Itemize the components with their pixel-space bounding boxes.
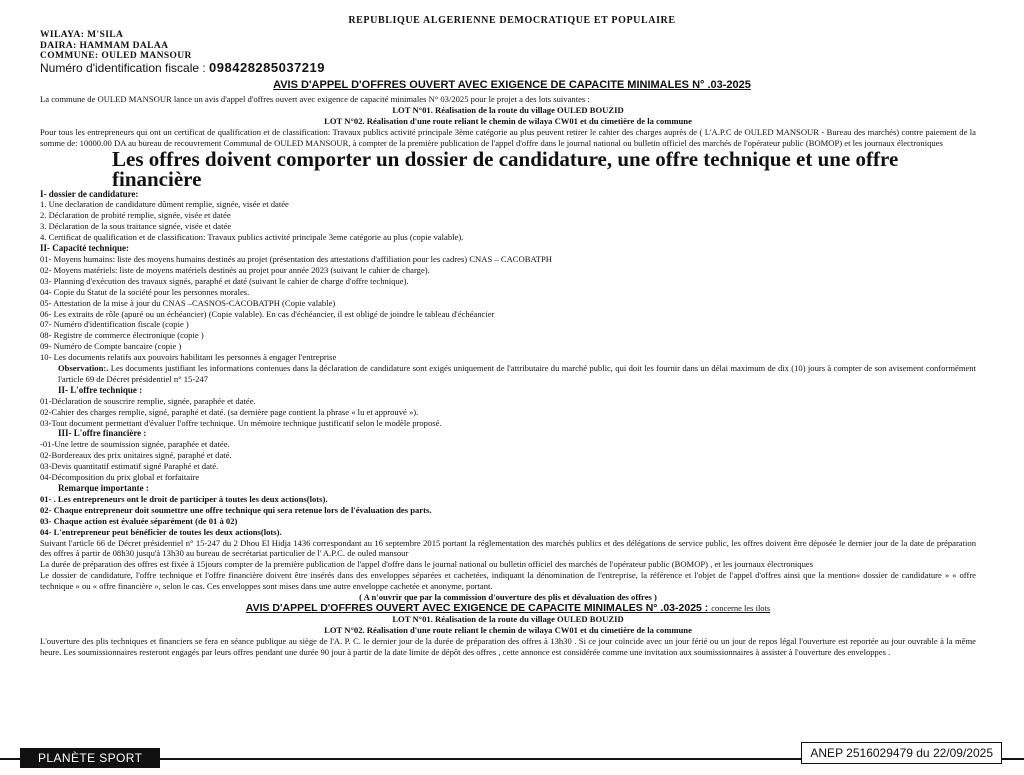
lot-1: LOT N°01. Réalisation de la route du village OULED BOUZID [392,104,624,115]
list-item: -01-Une lettre de soumission signée, paraphée et datée. [40,439,230,450]
list-item: 05- Attestation de la mise à jour du CNAS –CASNOS-CACOBATPH (Copie valable) [40,297,336,308]
republic-header: REPUBLIQUE ALGERIENNE DEMOCRATIQUE ET POPULAIRE [348,15,676,26]
technical-list [40,396,976,429]
list-item: 03- Planning d'exécution des travaux signés, paraphé et daté (suivant le cahier de charge d'offre technique). [40,275,409,286]
section-candidature-title: I- dossier de candidature: [40,188,139,199]
eligibility-paragraph: Pour tous les entrepreneurs qui ont un certificat de qualification et de classification: Travaux publics activité principale 3ème catégorie au plus peuvent retirer le cahier des charges auprès de ( L'A.P.C de OULED MANSOUR - Bureau des marchés) contre paiement de la somme de: 10000.00 DA au bureau de recouvrement Communal de OULED MANSOUR, à compter de la première publication de l'appel d'offre dans le journal national ou bulletin officiel des marchés de l'opérateur public (BOMOP) et les journaux électroniques [40,126,976,148]
list-item: 03-Devis quantitatif estimatif signé Paraphé et daté. [40,461,219,472]
lot-1-repeat: LOT N°01. Réalisation de la route du village OULED BOUZID [392,613,624,624]
section-financial-title: III- L'offre financière : [58,428,147,439]
duration-paragraph: La durée de préparation des offres est fixée à 15jours compter de la première publication de l'appel d'offre dans le journal national ou bulletin officiel des marchés de l'opérateur public (BOMOP) , et les journaux électroniques [40,559,814,570]
publication-brand: PLANÈTE SPORT [20,748,160,768]
commune-line: COMMUNE: OULED MANSOUR [40,51,192,61]
list-item: 04-Décomposition du prix global et forfaitaire [40,472,200,483]
list-item: 03-Tout document permettant d'évaluer l'offre technique. Un mémoire technique justificatif selon le modèle proposé. [40,417,442,428]
lot-2-repeat: LOT N°02. Réalisation d'une route reliant le chemin de wilaya CW01 et du cimetière de la commune [324,624,692,635]
list-item: 02- Moyens matériels: liste de moyens matériels destinés au projet pour année 2023 (suivant le cahier de charge). [40,264,430,275]
list-item: 02-Cahier des charges remplie, signé, paraphé et daté. (sa dernière page contient la phrase « lu et approuvé »). [40,406,419,417]
notice-title-repeat [40,603,976,614]
tax-id-line [40,60,325,75]
section-technical-title: II- L'offre technique : [58,384,143,395]
list-item: 07- Numéro d'identification fiscale (copie ) [40,319,189,330]
wilaya-line: WILAYA: M'SILA [40,30,124,40]
list-item: 01- Moyens humains: liste des moyens humains destinés au projet (présentation des attestations d'affiliation pour les cadres) CNAS – CACOBATPH [40,253,552,264]
list-item: 06- Les extraits de rôle (apuré ou un échéancier) (Copie valable). En cas d'échéancier, il est obligé de joindre le tableau d'échéancier [40,308,495,319]
list-item: 01- . Les entrepreneurs ont le droit de participer à toutes les deux actions(lots). [40,493,328,504]
list-item: 02-Bordereaux des prix unitaires signé, paraphé et daté. [40,450,232,461]
deadline-paragraph: Suivant l'article 66 de Décret présidentiel n° 15-247 du 2 Dhou El Hidja 1436 correspondant au 16 septembre 2015 portant la réglementation des marchés publics et des délégations de service public, les offres doivent être déposée le dernier jour de la date de préparation des offres à partir de 08h30 jusqu'à 13h30 au bureau de secrétariat particulier de l' A.P.C. de ouled mansour [40,537,976,559]
capacity-list [40,254,976,363]
observation-label: Observation:. [58,363,109,374]
list-item: 02- Chaque entrepreneur doit soumettre une offre technique qui sera retenue lors de l'évaluation des parts. [40,504,432,515]
list-item: 09- Numéro de Compte bancaire (copie ) [40,341,182,352]
list-item: 2. Déclaration de probité remplie, signée, visée et datée [40,210,231,221]
observation-paragraph [40,363,976,385]
notice-title-repeat-suffix: concerne les ilots [711,602,771,613]
list-item: 3. Déclaration de la sous traitance signée, visée et datée [40,221,232,232]
anep-reference: ANEP 2516029479 du 22/09/2025 [801,742,1002,764]
intro-paragraph: La commune de OULED MANSOUR lance un avis d'appel d'offres ouvert avec exigence de capacité minimales N° 03/2025 pour le projet a des lots suivantes : [40,94,590,104]
daira-line: DAIRA: HAMMAM DALAA [40,41,169,51]
financial-list [40,439,976,483]
list-item: 01-Déclaration de souscrire remplie, signée, paraphée et datée. [40,395,256,406]
notice-title-repeat-text: AVIS D'APPEL D'OFFRES OUVERT AVEC EXIGENCE DE CAPACITE MINIMALES N° .03-2025 : [245,601,709,614]
list-item: 10- Les documents relatifs aux pouvoirs habilitant les personnes à engager l'entreprise [40,352,337,363]
notice-title: AVIS D'APPEL D'OFFRES OUVERT AVEC EXIGENCE DE CAPACITE MINIMALES N° .03-2025 [273,79,751,91]
list-item: 1. Une declaration de candidature dûment remplie, signée, visée et datée [40,199,289,210]
commission-line: ( A n'ouvrir que par la commission d'ouverture des plis et dévaluation des offres ) [359,592,657,603]
opening-paragraph: L'ouverture des plis techniques et financiers se fera en séance publique au siège de l'A. P. C. le dernier jour de la durée de préparation des offres à 13h30 . Si ce jour coïncide avec un jour férié ou un jour de repos légal l'ouverture est reportée au jour ouvrable à la même heure. Les soumissionnaires resteront engagés par leurs offres pendant une durée 90 jour à partir de la date limite de dépôt des offres , cette annonce est considérée comme une invitation aux soumissionnaires à assister à l'ouverture des enveloppes . [40,635,976,657]
observation-text: Les documents justifiant les informations contenues dans la déclaration de candidature sont exigés uniquement de l'attributaire du marché public, qui doit les fournir dans un délai maximum de dix (10) jours à compter de son avisement conformément l'article 69 de Décret présidentiel n° 15-247 [58,363,976,384]
candidature-list [40,199,976,243]
list-item: 4. Certificat de qualification et de classification: Travaux publics activité principale 3eme catégorie au plus (copie valable). [40,232,464,243]
section-capacity-title: II- Capacité technique: [40,243,129,254]
list-item: 03- Chaque action est évaluée séparément (de 01 à 02) [40,515,238,526]
tax-id-value: 098428285037219 [209,60,325,75]
lot-2: LOT N°02. Réalisation d'une route reliant le chemin de wilaya CW01 et du cimetière de la commune [324,115,692,126]
remark-title: Remarque importante : [58,483,149,493]
list-item: 08- Registre de commerce électronique (copie ) [40,330,204,341]
tax-id-label: Numéro d'identification fiscale : [40,61,206,75]
list-item: 04- L'entrepreneur peut bénéficier de toutes les deux actions(lots). [40,526,282,537]
list-item: 04- Copie du Statut de la société pour les personnes morales. [40,286,250,297]
envelopes-paragraph: Le dossier de candidature, l'offre technique et l'offre financière doivent être insérés dans des enveloppes séparées et cachetées, indiquant la dénomination de l'entreprise, la référence et l'objet de l'appel d'offres ainsi que la mention« dossier de candidature » « offre technique » ou « offre financière », selon le cas. Ces enveloppes sont mises dans une autre enveloppe cachetée et anonyme, portant. [40,570,976,592]
offers-heading: Les offres doivent comporter un dossier de candidature, une offre technique et une offre financière [112,146,899,191]
remark-list [40,494,976,538]
notice-body [40,94,976,658]
